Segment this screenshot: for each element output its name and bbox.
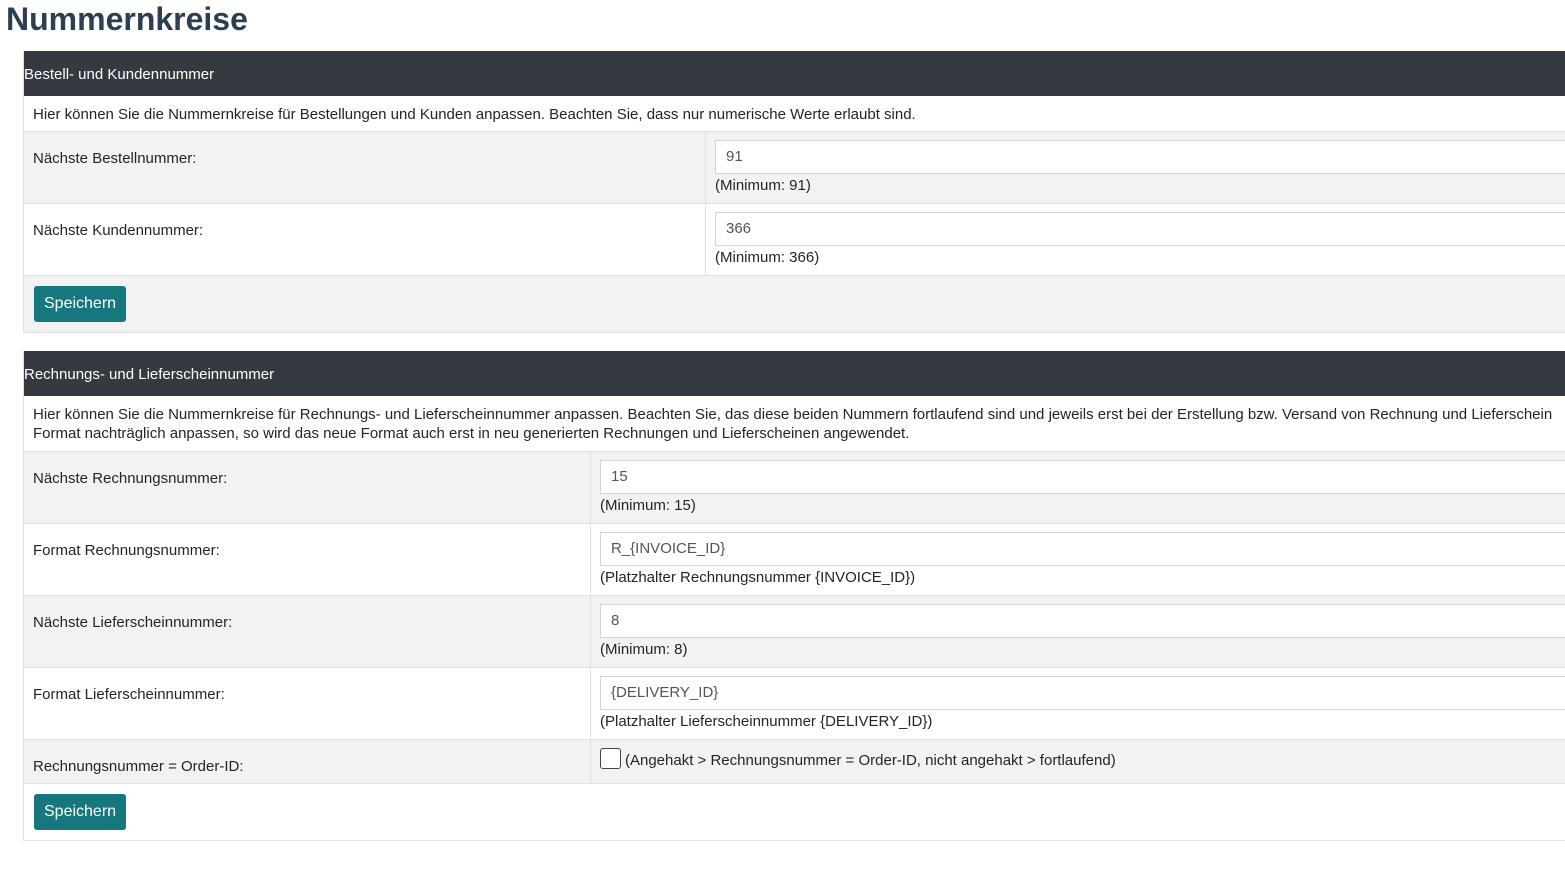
- panel-header: Rechnungs- und Lieferscheinnummer: [24, 351, 1565, 396]
- customer-number-hint: (Minimum: 366): [715, 249, 820, 266]
- invoice-format-input[interactable]: [600, 532, 1565, 566]
- page-title: Nummernkreise: [6, 1, 248, 37]
- panel-description: [24, 396, 1565, 452]
- save-button[interactable]: Speichern: [34, 794, 126, 830]
- delivery-number-field-cell: [591, 596, 1565, 667]
- button-row: [24, 276, 1565, 332]
- order-number-row: [24, 132, 1565, 204]
- invoice-number-hint: (Minimum: 15): [600, 497, 696, 514]
- customer-number-label: Nächste Kundennummer:: [24, 204, 706, 275]
- delivery-number-input[interactable]: [600, 604, 1565, 638]
- invoice-format-hint: (Platzhalter Rechnungsnummer {INVOICE_ID}): [600, 569, 916, 586]
- invoice-number-field-cell: [591, 452, 1565, 523]
- order-id-field-cell: [591, 740, 1565, 783]
- order-customer-panel: [23, 51, 1565, 333]
- order-id-checkbox[interactable]: [600, 748, 621, 769]
- delivery-number-label: Nächste Lieferscheinnummer:: [24, 596, 591, 667]
- invoice-delivery-panel: [23, 351, 1565, 841]
- invoice-number-input[interactable]: [600, 460, 1565, 494]
- delivery-format-row: [24, 668, 1565, 740]
- customer-number-field-cell: [706, 204, 1565, 275]
- order-number-field-cell: [706, 132, 1565, 203]
- delivery-format-field-cell: [591, 668, 1565, 739]
- save-button[interactable]: Speichern: [34, 286, 126, 322]
- delivery-format-input[interactable]: [600, 676, 1565, 710]
- order-number-input[interactable]: [715, 140, 1565, 174]
- description-line-1: Hier können Sie die Nummernkreise für Rechnungs- und Lieferscheinnummer anpassen. Beachten Sie, das diese beiden Nummern fortlaufend sind und jeweils erst bei der Erstellung bzw. Versand von Rechnung und Lieferschein: [33, 406, 1553, 423]
- customer-number-row: [24, 204, 1565, 276]
- panel-description: Hier können Sie die Nummernkreise für Bestellungen und Kunden anpassen. Beachten Sie, dass nur numerische Werte erlaubt sind.: [24, 96, 1565, 132]
- order-id-label: Rechnungsnummer = Order-ID:: [24, 740, 591, 783]
- panel-header: Bestell- und Kundennummer: [24, 51, 1565, 96]
- delivery-format-hint: (Platzhalter Lieferscheinnummer {DELIVERY_ID}): [600, 713, 933, 730]
- invoice-format-field-cell: [591, 524, 1565, 595]
- invoice-format-label: Format Rechnungsnummer:: [24, 524, 591, 595]
- delivery-number-row: [24, 596, 1565, 668]
- invoice-number-row: [24, 452, 1565, 524]
- invoice-number-label: Nächste Rechnungsnummer:: [24, 452, 591, 523]
- invoice-format-row: [24, 524, 1565, 596]
- customer-number-input[interactable]: [715, 212, 1565, 246]
- button-row: [24, 784, 1565, 840]
- order-id-row: [24, 740, 1565, 784]
- description-line-2: Format nachträglich anpassen, so wird das neue Format auch erst in neu generierten Rechnungen und Lieferscheinen angewendet.: [33, 425, 910, 442]
- delivery-format-label: Format Lieferscheinnummer:: [24, 668, 591, 739]
- delivery-number-hint: (Minimum: 8): [600, 641, 688, 658]
- order-id-hint: (Angehakt > Rechnungsnummer = Order-ID, nicht angehakt > fortlaufend): [625, 752, 1116, 769]
- order-number-label: Nächste Bestellnummer:: [24, 132, 706, 203]
- order-number-hint: (Minimum: 91): [715, 177, 811, 194]
